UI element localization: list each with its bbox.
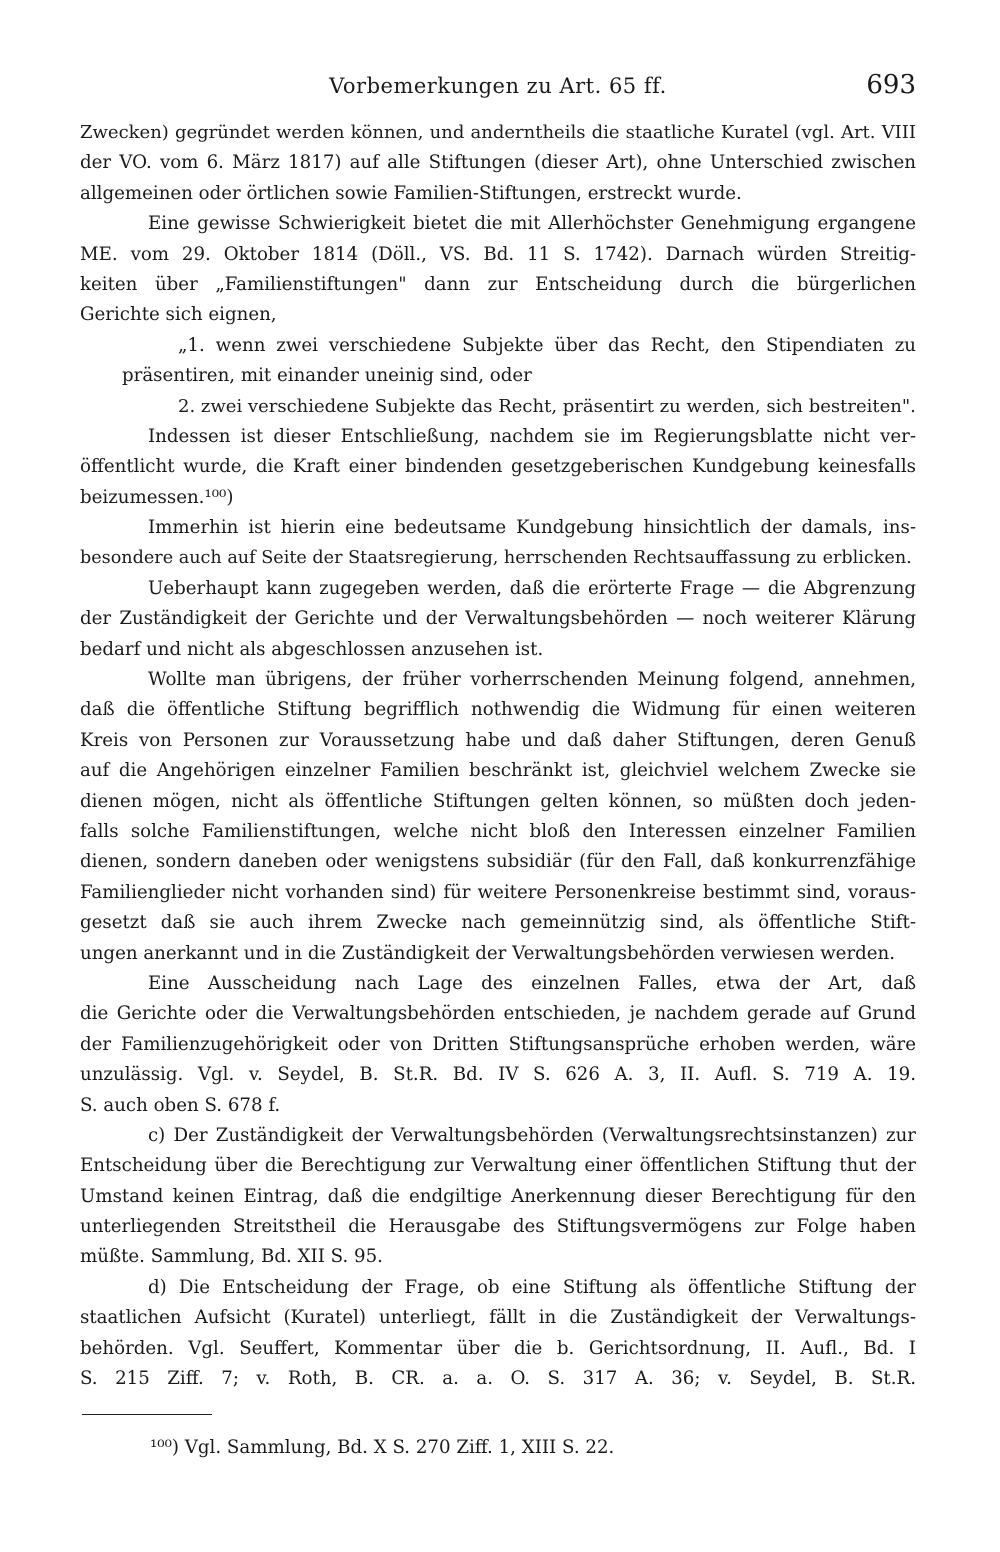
text-line: Eine gewisse Schwierigkeit bietet die mit Allerhöchster Genehmigung ergangene	[148, 213, 916, 235]
footnote: ¹⁰⁰) Vgl. Sammlung, Bd. X S. 270 Ziff. 1, XIII S. 22.	[150, 1437, 615, 1458]
text-line: S. 215 Ziff. 7; v. Roth, B. CR. a. a. O. S. 317 A. 36; v. Seydel, B. St.R.	[80, 1368, 916, 1390]
text-line: die Gerichte oder die Verwaltungsbehörden entschieden, je nachdem gerade auf Grund	[80, 1003, 916, 1025]
text-line: staatlichen Aufsicht (Kuratel) unterliegt, fällt in die Zuständigkeit der Verwaltungs-	[80, 1307, 916, 1329]
text-line: der VO. vom 6. März 1817) auf alle Stiftungen (dieser Art), ohne Unterschied zwischen	[80, 152, 916, 174]
text-line: Eine Ausscheidung nach Lage des einzelnen Falles, etwa der Art, daß	[148, 972, 916, 994]
text-line: Gerichte sich eignen,	[80, 304, 277, 326]
text-line: besondere auch auf Seite der Staatsregierung, herrschenden Rechtsauffassung zu erblicken.	[80, 548, 912, 569]
running-title: Vorbemerkungen zu Art. 65 ff.	[329, 74, 667, 98]
text-line: müßte. Sammlung, Bd. XII S. 95.	[80, 1246, 383, 1268]
text-line: falls solche Familienstiftungen, welche nicht bloß den Interessen einzelner Familien	[80, 820, 916, 842]
text-line: ungen anerkannt und in die Zuständigkeit der Verwaltungsbehörden verwiesen werden.	[80, 942, 896, 964]
text-line: Kreis von Personen zur Voraussetzung habe und daß daher Stiftungen, deren Genuß	[80, 729, 916, 751]
text-line: gesetzt daß sie auch ihrem Zwecke nach gemeinnützig sind, als öffentliche Stift-	[80, 912, 916, 934]
text-line: dienen mögen, nicht als öffentliche Stiftungen gelten können, so müßten doch jeden-	[80, 790, 916, 812]
text-line: unzulässig. Vgl. v. Seydel, B. St.R. Bd. IV S. 626 A. 3, II. Aufl. S. 719 A. 19.	[80, 1064, 916, 1086]
text-line: d) Die Entscheidung der Frage, ob eine Stiftung als öffentliche Stiftung der	[148, 1276, 916, 1298]
text-line: öffentlicht wurde, die Kraft einer bindenden gesetzgeberischen Kundgebung keinesfalls	[80, 456, 916, 478]
text-line: c) Der Zuständigkeit der Verwaltungsbehörden (Verwaltungsrechtsinstanzen) zur	[148, 1124, 916, 1146]
text-line: behörden. Vgl. Seuffert, Kommentar über die b. Gerichtsordnung, II. Aufl., Bd. I	[80, 1337, 916, 1359]
text-line: unterliegenden Streitstheil die Herausgabe des Stiftungsvermögens zur Folge haben	[80, 1216, 916, 1238]
text-line: der Zuständigkeit der Gerichte und der Verwaltungsbehörden — noch weiterer Klärung	[80, 608, 916, 630]
text-line: beizumessen.¹⁰⁰)	[80, 486, 234, 508]
body-text	[80, 118, 916, 1394]
text-line: S. auch oben S. 678 f.	[80, 1094, 281, 1116]
text-line: präsentiren, mit einander uneinig sind, oder	[122, 365, 532, 387]
text-line: keiten über „Familienstiftungen" dann zur Entscheidung durch die bürgerlichen	[80, 273, 916, 295]
text-line: 2. zwei verschiedene Subjekte das Recht, präsentirt zu werden, sich bestreiten".	[178, 395, 916, 417]
page-number: 693	[866, 70, 916, 100]
text-line: Familienglieder nicht vorhanden sind) für weitere Personenkreise bestimmt sind, voraus-	[80, 881, 916, 903]
text-line: allgemeinen oder örtlichen sowie Familien-Stiftungen, erstreckt wurde.	[80, 182, 742, 204]
text-line: auf die Angehörigen einzelner Familien beschränkt ist, gleichviel welchem Zwecke sie	[80, 760, 916, 782]
text-line: Ueberhaupt kann zugegeben werden, daß die erörterte Frage — die Abgrenzung	[148, 577, 916, 599]
text-line: Zwecken) gegründet werden können, und anderntheils die staatliche Kuratel (vgl. Art. VIII	[80, 122, 916, 143]
text-line: daß die öffentliche Stiftung begrifflich nothwendig die Widmung für einen weiteren	[80, 699, 916, 721]
running-head	[80, 70, 916, 106]
text-line: dienen, sondern daneben oder wenigstens subsidiär (für den Fall, daß konkurrenzfähige	[80, 851, 916, 873]
text-line: bedarf und nicht als abgeschlossen anzusehen ist.	[80, 638, 544, 660]
text-line: Immerhin ist hierin eine bedeutsame Kundgebung hinsichtlich der damals, ins-	[148, 517, 916, 539]
text-line: Entscheidung über die Berechtigung zur Verwaltung einer öffentlichen Stiftung thut der	[80, 1155, 916, 1177]
text-line: Indessen ist dieser Entschließung, nachdem sie im Regierungsblatte nicht ver-	[148, 425, 916, 447]
footnote-divider	[82, 1414, 212, 1415]
text-line: ME. vom 29. Oktober 1814 (Döll., VS. Bd. 11 S. 1742). Darnach würden Streitig-	[80, 243, 916, 265]
text-line: Wollte man übrigens, der früher vorherrschenden Meinung folgend, annehmen,	[148, 669, 916, 691]
text-line: der Familienzugehörigkeit oder von Dritten Stiftungsansprüche erhoben werden, wäre	[80, 1033, 916, 1055]
text-line: „1. wenn zwei verschiedene Subjekte über das Recht, den Stipendiaten zu	[178, 334, 916, 356]
text-line: Umstand keinen Eintrag, daß die endgiltige Anerkennung dieser Berechtigung für den	[80, 1185, 916, 1207]
